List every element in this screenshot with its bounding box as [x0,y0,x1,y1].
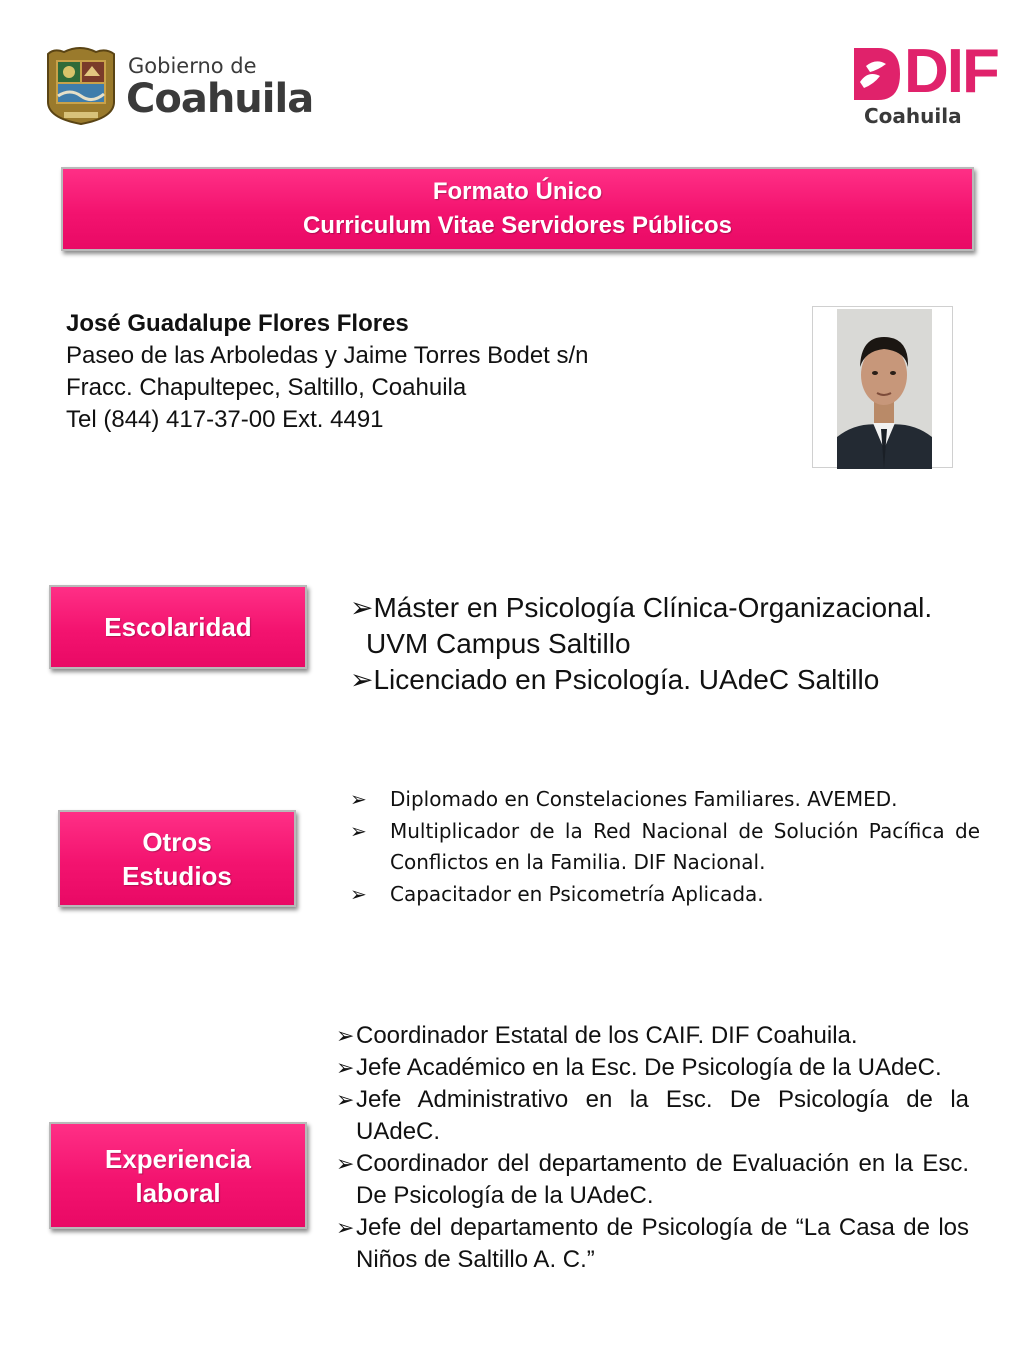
dif-coahuila-logo [852,37,998,134]
portrait-image [837,309,932,469]
title-line-2: Curriculum Vitae Servidores Públicos [302,212,733,239]
title-banner [61,167,974,251]
list-item [336,1020,969,1052]
personal-info [66,308,766,436]
arrow-bullet-icon: ➢ [336,1055,355,1080]
arrow-bullet-icon: ➢ [350,881,367,906]
list-item [350,784,980,816]
experiencia-label-line-1: Experiencia [105,1143,251,1174]
otros-estudios-list [350,784,980,910]
otros-item-3: Capacitador en Psicometría Aplicada. [390,881,764,906]
list-item [336,1052,969,1084]
otros-label-line-2: Estudios [122,860,232,891]
escolaridad-list [350,590,1000,698]
gobierno-coahuila-logo [44,46,314,126]
list-item [350,816,980,879]
section-label-otros-estudios [58,810,296,907]
otros-label-line-1: Otros [142,826,212,857]
address-line-2: Fracc. Chapultepec, Saltillo, Coahuila [66,374,467,401]
escolaridad-item-1-continuation: UVM Campus Saltillo [366,628,631,659]
escolaridad-item-1: Máster en Psicología Clínica-Organizacional. [373,592,933,623]
escolaridad-label: Escolaridad [104,611,252,642]
experiencia-list [336,1020,969,1276]
escolaridad-item-2: Licenciado en Psicología. UAdeC Saltillo [373,664,880,695]
experiencia-item-5: Jefe del departamento de Psicología de “La Casa de los Niños de Saltillo A. C.” [356,1214,969,1273]
list-item [336,1212,969,1276]
list-item [350,879,980,911]
experiencia-item-2: Jefe Académico en la Esc. De Psicología de la UAdeC. [356,1054,942,1081]
experiencia-item-4: Coordinador del departamento de Evaluación en la Esc. De Psicología de la UAdeC. [356,1150,969,1209]
section-label-experiencia-laboral [49,1122,307,1229]
list-item [350,590,1000,626]
list-item [336,1148,969,1212]
list-item [336,1084,969,1148]
logo-text-dif-coahuila: Coahuila [864,104,962,128]
arrow-bullet-icon: ➢ [350,592,374,623]
logo-text-coahuila: Coahuila [126,76,314,122]
person-photo [812,306,953,468]
phone-number: Tel (844) 417-37-00 Ext. 4491 [66,406,384,433]
section-label-escolaridad [49,585,307,669]
experiencia-label-line-2: laboral [135,1177,221,1208]
arrow-bullet-icon: ➢ [350,787,367,811]
arrow-bullet-icon: ➢ [350,664,374,695]
arrow-bullet-icon: ➢ [336,1215,355,1240]
experiencia-item-1: Coordinador Estatal de los CAIF. DIF Coahuila. [356,1022,858,1049]
logo-text-dif: DIF [904,37,998,106]
otros-item-2: Multiplicador de la Red Nacional de Solución Pacífica de Conflictos en la Familia. DIF Nacional. [390,818,980,874]
list-item [350,662,1000,698]
otros-item-1: Diplomado en Constelaciones Familiares. AVEMED. [390,787,898,811]
arrow-bullet-icon: ➢ [350,818,367,843]
arrow-bullet-icon: ➢ [336,1023,355,1048]
arrow-bullet-icon: ➢ [336,1151,355,1176]
address-line-1: Paseo de las Arboledas y Jaime Torres Bodet s/n [66,342,589,369]
logo-text-gobierno: Gobierno de [128,54,257,78]
experiencia-item-3: Jefe Administrativo en la Esc. De Psicología de la UAdeC. [356,1086,969,1145]
title-line-1: Formato Único [432,178,603,205]
arrow-bullet-icon: ➢ [336,1087,355,1112]
person-name: José Guadalupe Flores Flores [66,310,409,337]
